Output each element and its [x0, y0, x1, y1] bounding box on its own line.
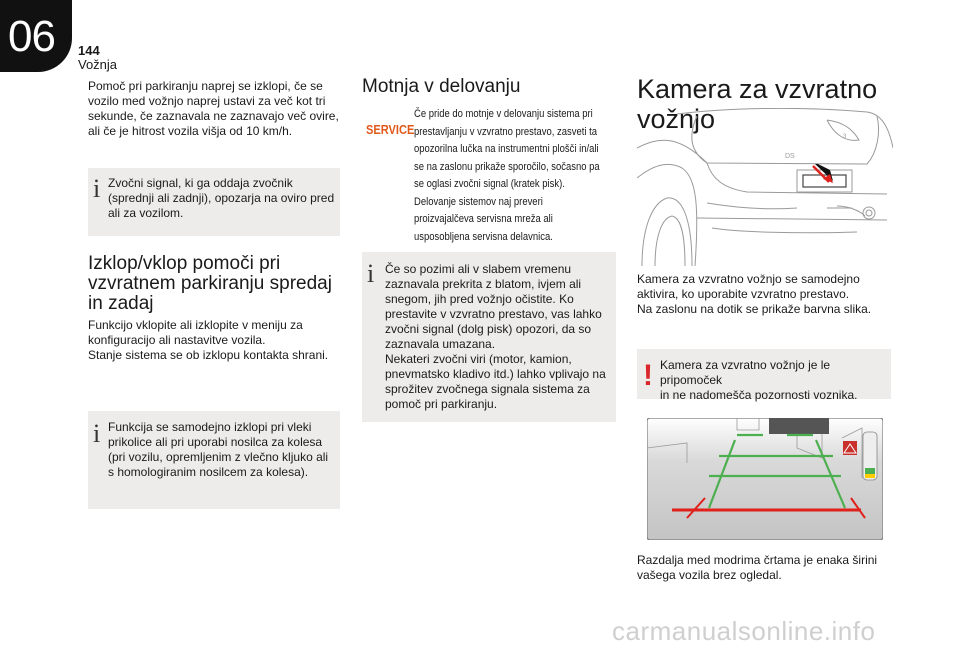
warning-box-camera — [637, 349, 891, 402]
info-icon: i — [367, 259, 375, 288]
camera-display-illustration — [647, 418, 883, 540]
car-rear-illustration — [637, 108, 893, 266]
chapter-number: 06 — [8, 12, 55, 61]
info-text-towing: Funkcija se samodejno izklopi pri vleki prikolice ali pri uporabi nosilca za kolesa (pri vozilu, opremljenim z vlečno kljuko ali s homologiranim nosilcem za kolesa). — [108, 420, 329, 479]
info-box-weather — [362, 252, 616, 422]
svg-text:3: 3 — [843, 134, 847, 140]
watermark: carmanualsonline.info — [612, 616, 876, 646]
toggle-paragraph: Funkcijo vklopite ali izklopite v meniju za konfiguracijo ali nastavitve vozila. Stanje sistema se ob izklopu kontakta shrani. — [88, 318, 329, 362]
info-box-towing — [88, 411, 340, 509]
warning-icon: ! — [643, 359, 653, 392]
section-heading-toggle: Izklop/vklop pomoči pri vzvratnem parkiranju spredaj in zadaj — [88, 253, 332, 314]
section-heading-fault: Motnja v delovanju — [362, 76, 521, 97]
service-warning-icon: SERVICE — [366, 122, 415, 137]
info-text-sound: Zvočni signal, ki ga oddaja zvočnik (sprednji ali zadnji), opozarja na oviro pred ali za vozilom. — [108, 176, 335, 220]
info-box-sound — [88, 168, 340, 236]
info-text-weather: Če so pozimi ali v slabem vremenu zaznavala prekrita z blatom, ivjem ali snegom, jih pred vožnjo očistite. Ko prestavite v vzvratno prestavo, vas lahko zvočni signal (dolg pisk) opozori, da so zaznavala umazana. Nekateri zvočni viri (motor, kamion, pnevmatsko kladivo itd.) lahko vplivajo na sprožitev zvočnega signala sistema za pomoč pri parkiranju. — [385, 262, 606, 411]
warning-text-camera: Kamera za vzvratno vožnjo je le pripomoček in ne nadomešča pozornosti voznika. — [660, 358, 858, 402]
svg-text:DS: DS — [785, 153, 795, 160]
page-number: 144 — [78, 43, 100, 58]
section-heading-camera: Kamera za vzvratno vožnjo — [637, 74, 878, 134]
service-text: Če pride do motnje v delovanju sistema pri prestavljanju v vzvratno prestavo, zasveti ta opozorilna lučka na instrumentni plošči in/ali se na zaslonu prikaže sporočilo, sočasno pa se oglasi zvočni signal (kratek pisk). Delovanje sistemov naj preveri proizvajalčeva servisna mreža ali usposobljena servisna delavnica. — [414, 108, 600, 243]
camera-paragraph: Kamera za vzvratno vožnjo se samodejno aktivira, ko uporabite vzvratno prestavo. Na zaslonu na dotik se prikaže barvna slika. — [637, 272, 872, 316]
info-icon: i — [93, 174, 101, 203]
caption-paragraph: Razdalja med modrima črtama je enaka širini vašega vozila brez ogledal. — [637, 553, 878, 582]
section-title: Vožnja — [78, 57, 118, 72]
info-icon: i — [93, 419, 101, 448]
intro-paragraph: Pomoč pri parkiranju naprej se izklopi, če se vozilo med vožnjo naprej ustavi za več kot tri sekunde, če zaznavala ne zaznavajo več ovire, ali če je hitrost vozila višja od 10 km/h. — [88, 79, 339, 138]
